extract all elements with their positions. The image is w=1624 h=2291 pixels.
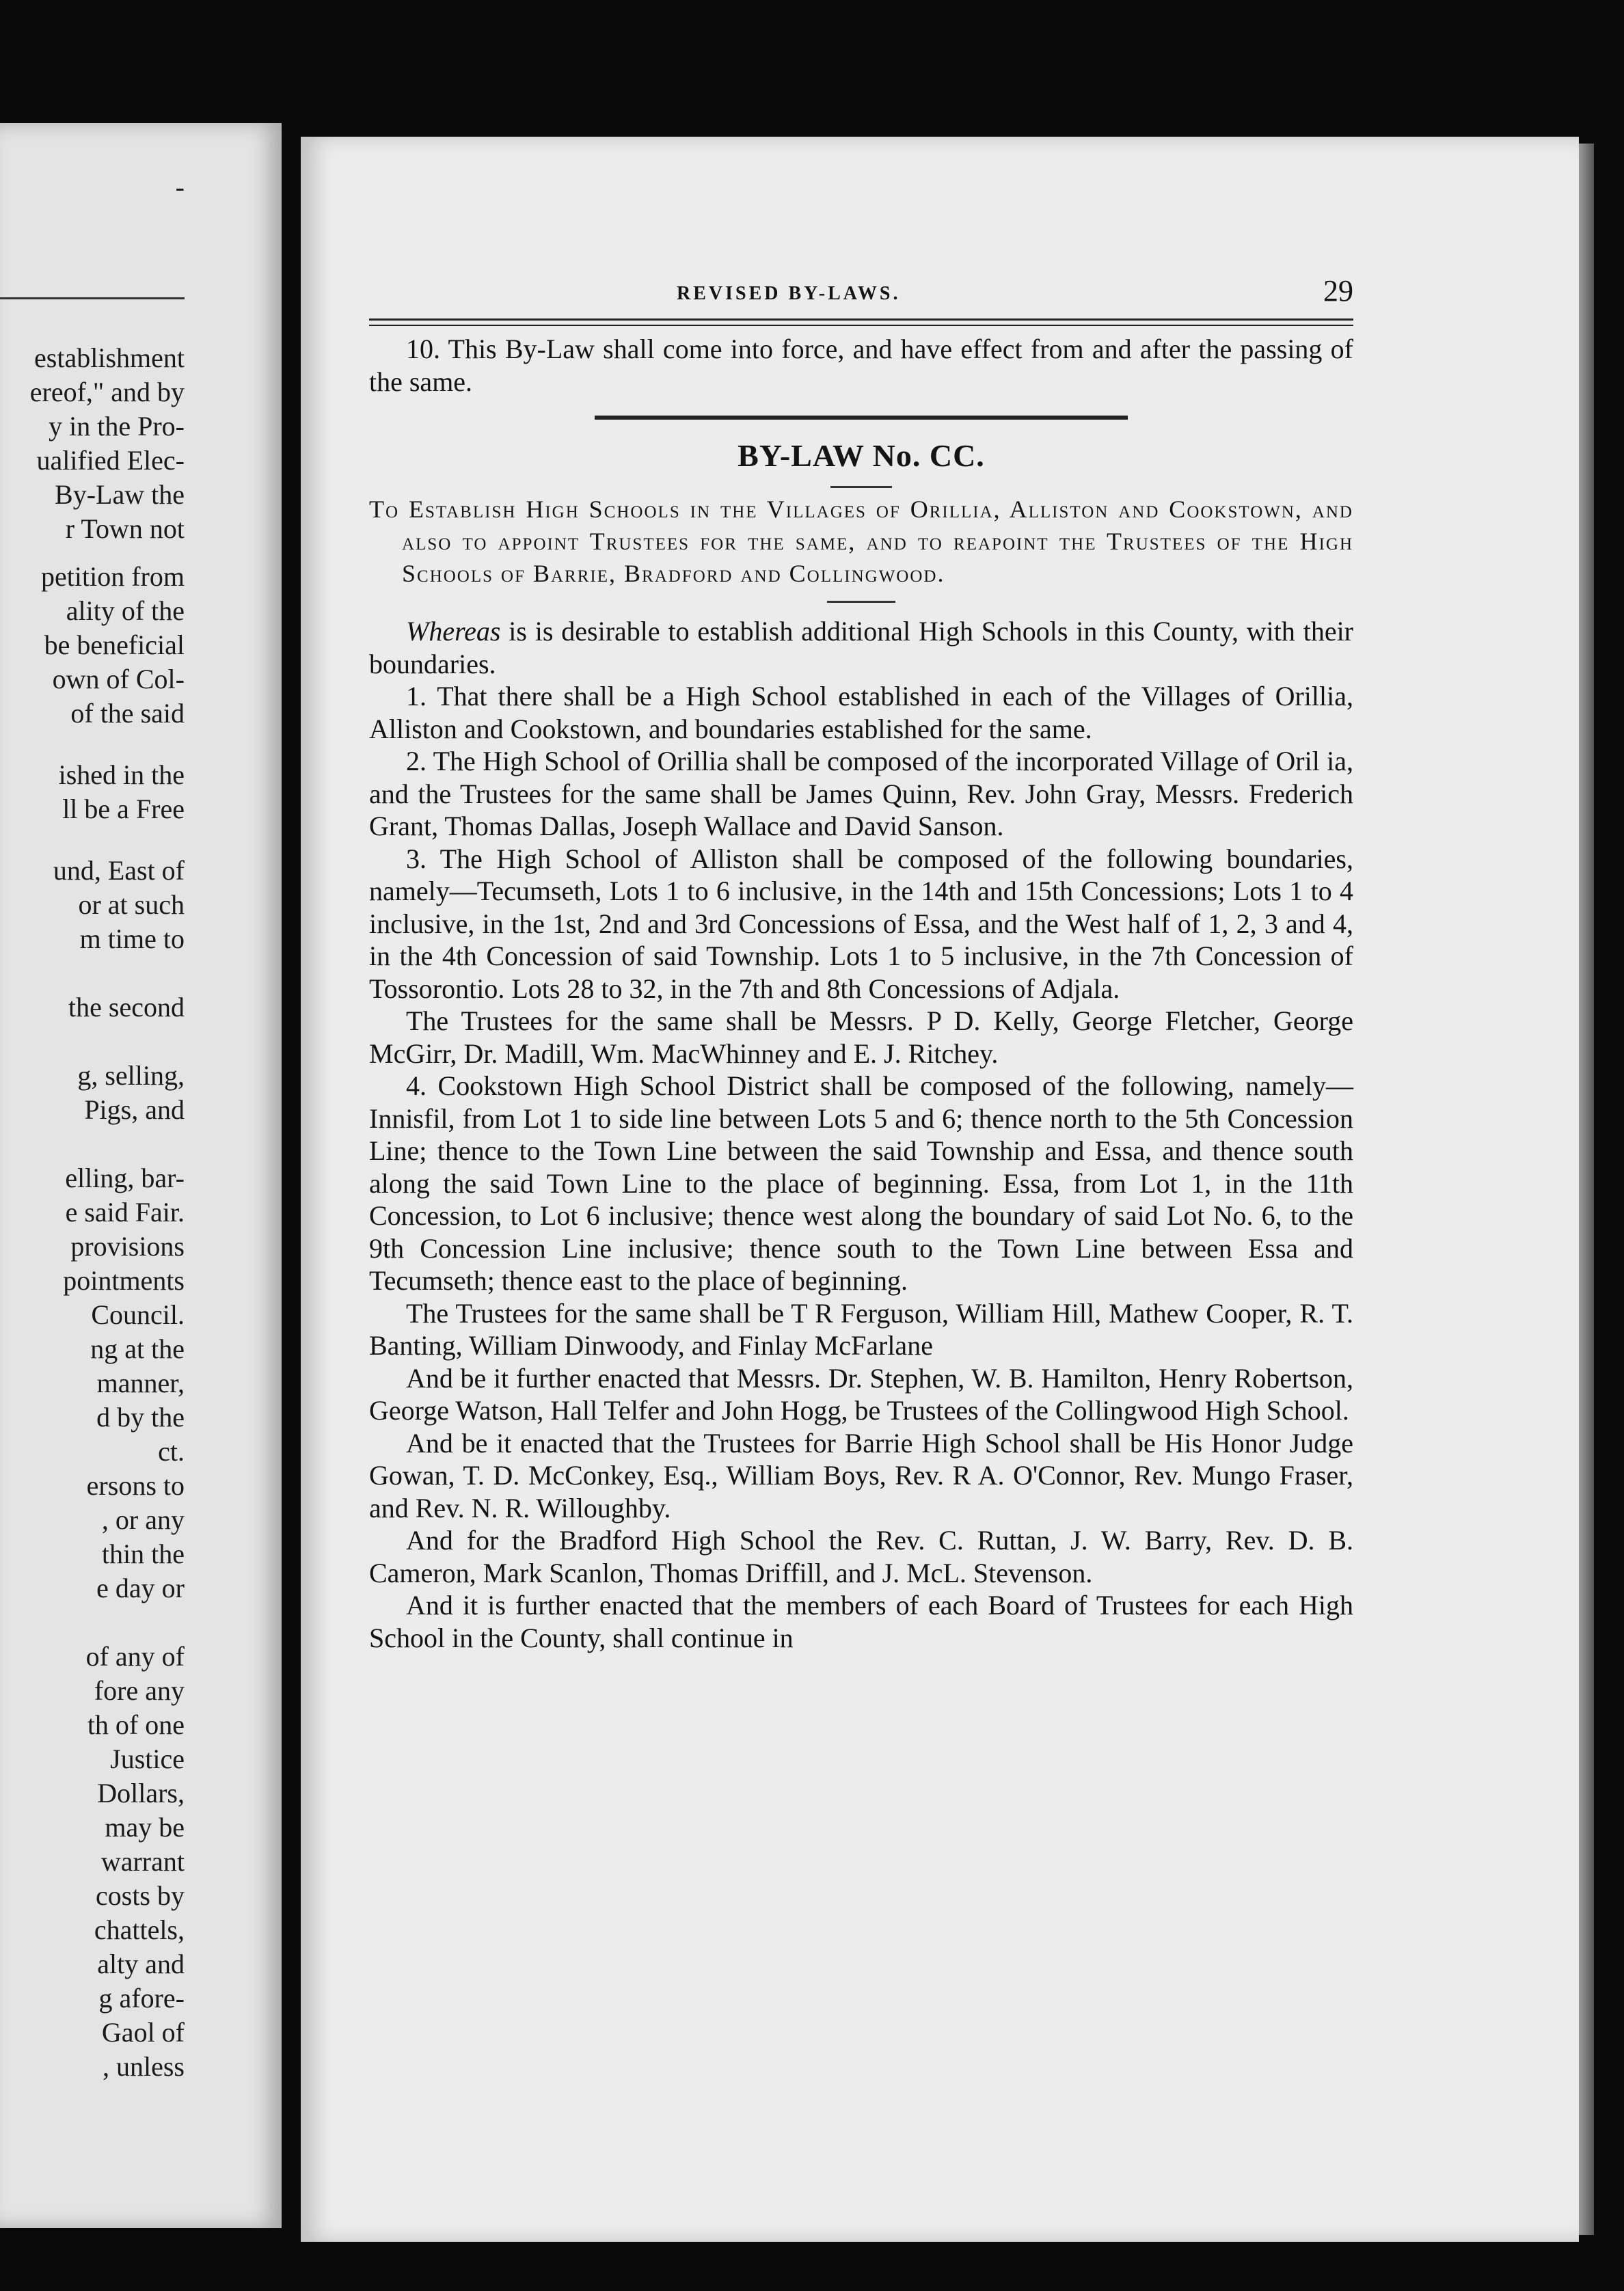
facing-page-line: thin the [101,1538,185,1569]
facing-page-line: provisions [70,1231,185,1262]
bylaw-body [369,680,1353,1654]
facing-page-line: y in the Pro- [49,411,185,442]
facing-page-line: ersons to [86,1470,185,1501]
facing-page-line: of any of [85,1641,185,1672]
facing-page-line: ality of the [66,595,185,626]
facing-page-line: g afore- [98,1983,185,2014]
facing-page-line: ualified Elec- [36,445,185,476]
page-header [369,273,1353,314]
section-10-paragraph: 10. This By-Law shall come into force, and have effect from and after the passing of the same. [369,334,1353,397]
whereas-text: is is desirable to establish additional High Schools in this County, with their boundaries. [369,616,1353,679]
facing-page-line: be beneficial [44,629,185,660]
paragraph-4: 4. Cookstown High School District shall be composed of the following, namely—Innisfil, from Lot 1 to side line between Lots 5 and 6; thence north to the 5th Concession Line; thence to the Town Line between the said Township and Essa, and thence south along the said Town Line to the place of beginning. Essa, from Lot 1, in the 11th Concession, to Lot 6 inclusive; thence west along the boundary of said Lot No. 6, to the 9th Concession Line inclusive; thence south to the Town Line between Essa and Tecumseth; thence east to the place of beginning. [369,1070,1353,1296]
facing-page-line: costs by [96,1880,185,1911]
paragraph-barrie-trustees: And be it enacted that the Trustees for Barrie High School shall be His Honor Judge Gowan, T. D. McConkey, Esq., William Boys, Rev. R A. O'Connor, Rev. Mungo Fraser, and Rev. N. R. Willoughby. [369,1427,1353,1523]
facing-page-line: alty and [97,1949,185,1979]
facing-page-line: , or any [101,1504,185,1535]
facing-page-line: manner, [96,1368,185,1398]
paragraph-2: 2. The High School of Orillia shall be composed of the incorporated Village of Oril ia, and the Trustees for the same shall be James Quinn, Rev. John Gray, Messrs. Frederich Grant, Thomas Dallas, Joseph Wallace and David Sanson. [369,746,1353,841]
facing-page-line: By-Law the [55,479,185,510]
bylaw-subtitle: To Establish High Schools in the Villages of Orillia, Alliston and Cookstown, and also to appoint Trustees for the same, and to reapoint the Trustees of the High Schools of Barrie, Bradford and Collingwood. [369,496,1353,587]
facing-page-line: ct. [158,1436,185,1467]
facing-page-line: of the said [70,698,185,729]
facing-page-line: Gaol of [101,2017,185,2048]
facing-page-line: e day or [96,1573,185,1603]
page-edge [1579,144,1594,2235]
facing-page-line: the second [68,992,185,1022]
facing-page-line: ll be a Free [62,794,185,824]
facing-page [0,123,282,2228]
paragraph-continuation: And it is further enacted that the members of each Board of Trustees for each High School in the County, shall continue in [369,1590,1353,1653]
paragraph-1: 1. That there shall be a High School established in each of the Villages of Orillia, Alliston and Cookstown, and boundaries established for the same. [369,681,1353,744]
facing-page-line: Justice [110,1744,185,1774]
paragraph-collingwood-trustees: And be it further enacted that Messrs. Dr. Stephen, W. B. Hamilton, Henry Robertson, George Watson, Hall Telfer and John Hogg, be Trustees of the Collingwood High School. [369,1362,1353,1426]
facing-page-line: m time to [79,923,185,954]
main-page [301,137,1579,2242]
facing-page-line: own of Col- [52,664,185,694]
title-rule [830,486,892,488]
facing-page-line: , unless [103,2051,185,2082]
facing-page-text [0,123,282,2228]
facing-page-line: ng at the [90,1333,185,1364]
facing-page-line: petition from [41,561,185,592]
facing-page-line: und, East of [53,855,185,886]
facing-page-line: Dollars, [97,1778,185,1808]
header-rule [369,318,1353,326]
facing-page-rule [0,297,185,299]
facing-page-line: may be [105,1812,185,1843]
facing-page-line: - [175,172,185,202]
paragraph-alliston-trustees: The Trustees for the same shall be Messrs. P D. Kelly, George Fletcher, George McGirr, Dr. Madill, Wm. MacWhinney and E. J. Ritchey. [369,1005,1353,1069]
paragraph-3: 3. The High School of Alliston shall be composed of the following boundaries, namely—Tecumseth, Lots 1 to 6 inclusive, in the 14th and 15th Concessions; Lots 1 to 4 inclusive, in the 1st, 2nd and 3rd Concessions of Essa, and the West half of 1, 2, 3 and 4, in the 4th Concession of said Township. Lots 1 to 5 inclusive, in the 7th Concession of Tossorontio. Lots 28 to 32, in the 7th and 8th Concessions of Adjala. [369,843,1353,1004]
running-head: REVISED BY-LAWS. [677,283,901,304]
facing-page-line: th of one [87,1709,185,1740]
facing-page-line: r Town not [65,513,185,544]
bylaw-title: BY-LAW No. CC. [737,438,985,473]
page-number: 29 [1323,274,1353,308]
page-content [369,273,1353,1654]
facing-page-line: d by the [96,1402,185,1433]
facing-page-line: chattels, [94,1914,185,1945]
facing-page-line: ished in the [58,759,185,790]
paragraph-bradford-trustees: And for the Bradford High School the Rev. C. Ruttan, J. W. Barry, Rev. D. B. Cameron, Mark Scanlon, Thomas Driffill, and J. McL. Stevenson. [369,1525,1353,1588]
facing-page-line: establishment [34,342,185,373]
facing-page-line: g, selling, [77,1060,185,1091]
facing-page-line: e said Fair. [65,1197,185,1228]
subtitle-rule [827,601,895,603]
facing-page-line: warrant [100,1846,185,1877]
facing-page-line: pointments [63,1265,185,1296]
facing-page-line: or at such [78,889,185,920]
facing-page-line: Council. [91,1299,185,1330]
facing-page-line: elling, bar- [65,1163,185,1193]
paragraph-cookstown-trustees: The Trustees for the same shall be T R Ferguson, William Hill, Mathew Cooper, R. T. Banting, William Dinwoody, and Finlay McFarlane [369,1297,1353,1361]
whereas-paragraph [369,615,1353,680]
facing-page-line: fore any [94,1675,185,1706]
whereas-lead: Whereas [406,616,501,647]
section-divider [595,416,1128,420]
facing-page-line: Pigs, and [84,1094,185,1125]
facing-page-line: ereof," and by [29,377,185,407]
